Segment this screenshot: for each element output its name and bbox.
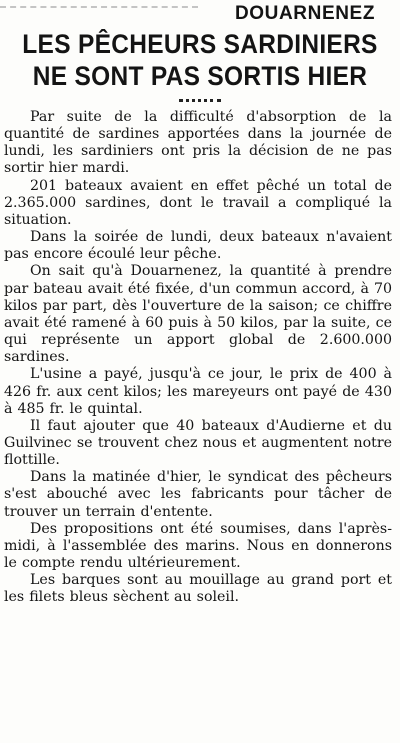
headline-line-2: NE SONT PAS SORTIS HIER [32,62,368,92]
article-paragraph: Dans la matinée d'hier, le syndicat des pêcheurs s'est abouché avec les fabricants pour tâcher de trouver un terrain d'entente. [4,469,392,520]
article-paragraph: 201 bateaux avaient en effet pêché un total de 2.365.000 sardines, dont le travail a compliqué la situation. [4,177,392,228]
article-paragraph: Dans la soirée de lundi, deux bateaux n'avaient pas encore écoulé leur pêche. [4,229,392,263]
article-paragraph: Les barques sont au mouillage au grand port et les filets bleus sèchent au soleil. [4,572,392,606]
article-paragraph: L'usine a payé, jusqu'à ce jour, le prix de 400 à 426 fr. aux cent kilos; les mareyeurs ont payé de 430 à 485 fr. le quintal. [4,366,392,417]
article-body [4,109,392,607]
dateline: DOUARNENEZ [234,3,376,24]
article-paragraph: Il faut ajouter que 40 bateaux d'Audierne et du Guilvinec se trouvent chez nous et augmentent notre flottille. [4,417,392,469]
article-paragraph: Des propositions ont été soumises, dans l'après-midi, à l'assemblée des marins. Nous en donnerons le compte rendu ultérieurement. [4,520,392,572]
headline [5,29,395,94]
headline-line-1: LES PÊCHEURS SARDINIERS [22,30,378,60]
article-paragraph: Par suite de la difficulté d'absorption de la quantité de sardines apportées dans la journée de lundi, les sardiniers ont pris la décision de ne pas sortir hier mardi. [4,109,392,177]
headline-divider [179,99,221,102]
top-dashed-rule [0,6,198,8]
article-paragraph: On sait qu'à Douarnenez, la quantité à prendre par bateau avait été fixée, d'un commun accord, à 70 kilos par part, dès l'ouverture de la saison; ce chiffre avait été ramené à 60 puis à 50 kilos, par la suite, ce qui représente un apport global de 2.600.000 sardines. [4,263,392,366]
